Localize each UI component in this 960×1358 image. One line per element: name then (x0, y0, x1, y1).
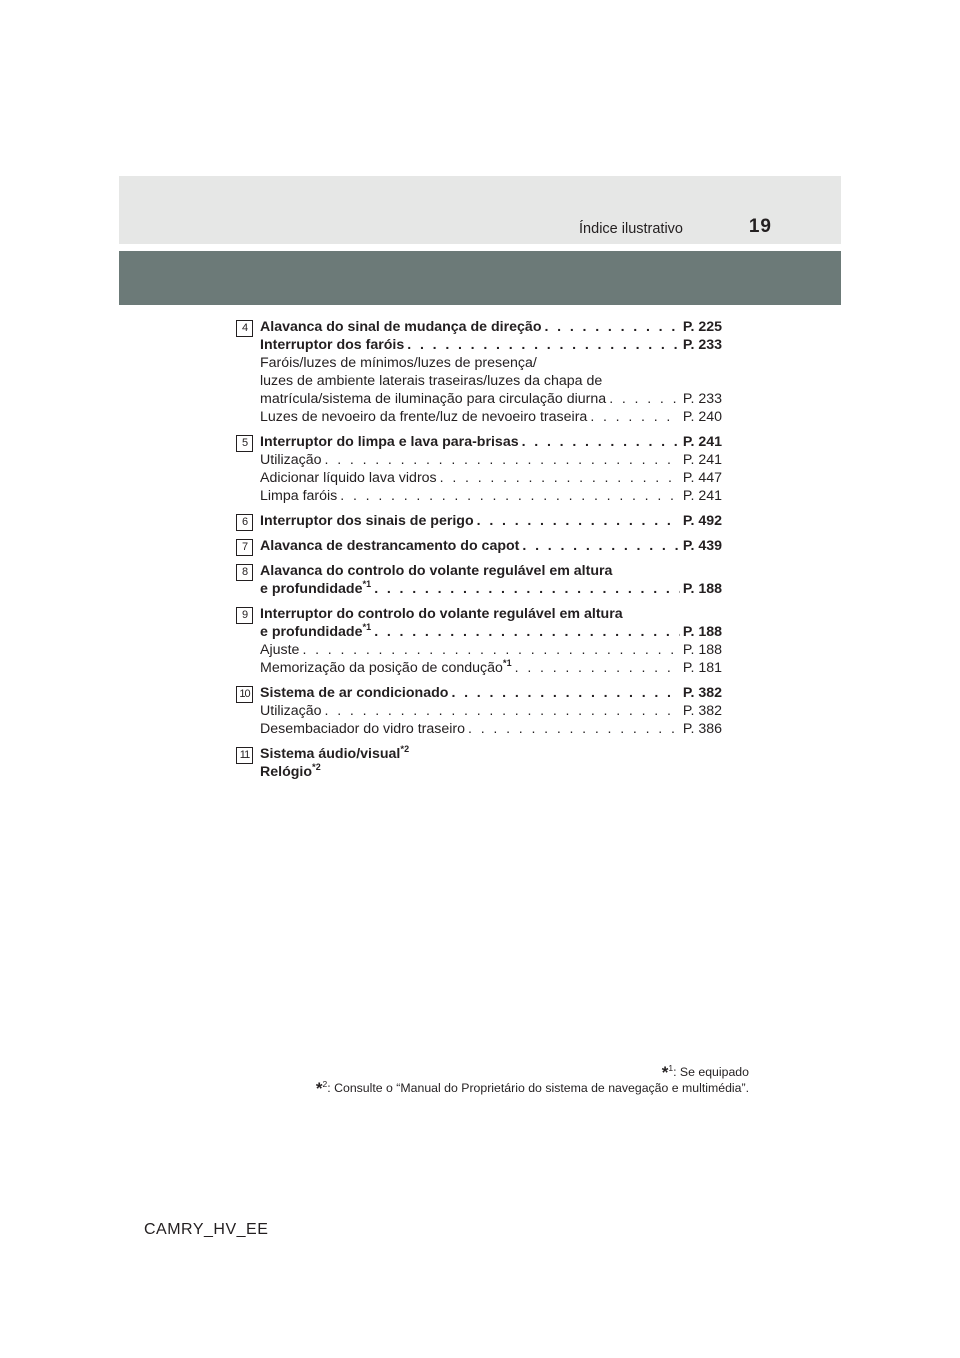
entry-number-badge: 8 (236, 564, 253, 581)
index-entry (236, 433, 722, 505)
row-label: Sistema de ar condicionado (260, 685, 449, 701)
footnote-asterisk: * (661, 1063, 669, 1082)
index-row (260, 390, 722, 408)
index-entry (236, 684, 722, 738)
page-reference: P. 241 (682, 488, 722, 504)
page-reference: P. 447 (682, 470, 722, 486)
page-reference: P. 188 (682, 642, 722, 658)
row-label: Faróis/luzes de mínimos/luzes de presença/ (260, 355, 537, 371)
header-bar (119, 251, 841, 305)
entry-number-badge: 10 (236, 686, 253, 703)
page-reference: P. 188 (682, 581, 722, 597)
dot-leader (374, 623, 680, 641)
index-row (260, 487, 722, 505)
index-row (260, 641, 722, 659)
index-row (260, 408, 722, 426)
index-text-line (260, 562, 722, 580)
index-text-line (260, 745, 722, 763)
index-row (260, 720, 722, 738)
dot-leader (515, 659, 680, 677)
dot-leader (590, 408, 680, 426)
dot-leader (325, 451, 680, 469)
row-label: Luzes de nevoeiro da frente/luz de nevoeiro traseira (260, 409, 588, 425)
dot-leader (545, 318, 680, 336)
index-text-line (260, 763, 722, 781)
dot-leader (440, 469, 680, 487)
entry-number-badge: 7 (236, 539, 253, 556)
index-entry (236, 605, 722, 677)
row-label: Alavanca do controlo do volante regulável em altura (260, 563, 613, 579)
footnote-ref: *1 (362, 579, 372, 590)
row-label: Utilização (260, 452, 322, 468)
page-reference: P. 181 (682, 660, 722, 676)
index-entry (236, 318, 722, 426)
entry-number-badge: 4 (236, 320, 253, 337)
page-reference: P. 382 (682, 703, 722, 719)
row-label: matrícula/sistema de iluminação para circulação diurna (260, 391, 607, 407)
page-reference: P. 233 (682, 337, 722, 353)
page-number: 19 (748, 216, 772, 237)
page-reference: P. 225 (682, 319, 722, 335)
dot-leader (302, 641, 679, 659)
footnote-1: *$^1$: Se equipado (661, 1063, 749, 1082)
entry-number-badge: 11 (236, 747, 253, 764)
row-label: Adicionar líquido lava vidros (260, 470, 437, 486)
dot-leader (477, 512, 680, 530)
document-code: CAMRY_HV_EE (144, 1221, 269, 1238)
footnote-2: *$^2$: Consulte o “Manual do Proprietário do sistema de navegação e multimédia”. (315, 1079, 749, 1098)
footnote-ref: *1 (502, 658, 512, 669)
index-row (260, 537, 722, 555)
index-entry (236, 562, 722, 598)
row-label: Alavanca de destrancamento do capot (260, 538, 520, 554)
index-entry (236, 537, 722, 555)
index-row (260, 659, 722, 677)
page-reference: P. 240 (682, 409, 722, 425)
row-label: Interruptor dos sinais de perigo (260, 513, 474, 529)
row-label: Alavanca do sinal de mudança de direção (260, 319, 542, 335)
index-list (236, 318, 722, 788)
index-row (260, 469, 722, 487)
dot-leader (468, 720, 680, 738)
row-label: Interruptor do controlo do volante regulável em altura (260, 606, 623, 622)
index-row (260, 336, 722, 354)
index-row (260, 684, 722, 702)
index-row (260, 318, 722, 336)
index-row (260, 702, 722, 720)
entry-number-badge: 6 (236, 514, 253, 531)
row-label: Utilização (260, 703, 322, 719)
dot-leader (609, 390, 680, 408)
dot-leader (522, 433, 680, 451)
entry-number-badge: 9 (236, 607, 253, 624)
index-text-line (260, 605, 722, 623)
row-label: e profundidade$^{*1}$ (260, 622, 372, 640)
footnote-asterisk: * (315, 1079, 323, 1098)
dot-leader (340, 487, 680, 505)
page-reference: P. 386 (682, 721, 722, 737)
dot-leader (325, 702, 680, 720)
index-entry (236, 745, 722, 781)
footnote-ref: *1 (362, 622, 372, 633)
index-row (260, 580, 722, 598)
row-label: Ajuste (260, 642, 300, 658)
dot-leader (451, 684, 679, 702)
index-row (260, 512, 722, 530)
entry-number-badge: 5 (236, 435, 253, 452)
page-reference: P. 439 (682, 538, 722, 554)
dot-leader (374, 580, 680, 598)
footnote-ref: *2 (400, 744, 410, 755)
index-row (260, 623, 722, 641)
section-title: Índice ilustrativo (579, 221, 683, 237)
row-label: Sistema áudio/visual$^{*2}$ (260, 744, 410, 762)
page-reference: P. 382 (682, 685, 722, 701)
row-label: Memorização da posição de condução$^{*1}$ (260, 658, 512, 676)
dot-leader (407, 336, 680, 354)
footnote-ref: *2 (312, 762, 321, 773)
page-reference: P. 241 (682, 434, 722, 450)
index-row (260, 451, 722, 469)
row-label: Interruptor dos faróis (260, 337, 405, 353)
row-label: luzes de ambiente laterais traseiras/luzes da chapa de (260, 373, 603, 389)
index-row (260, 433, 722, 451)
page-reference: P. 233 (682, 391, 722, 407)
header-band (119, 176, 841, 244)
row-label: Relógio$^{*2}$ (260, 762, 321, 780)
page-reference: P. 241 (682, 452, 722, 468)
page-reference: P. 492 (682, 513, 722, 529)
row-label: Desembaciador do vidro traseiro (260, 721, 466, 737)
index-text-line (260, 354, 722, 372)
index-entry (236, 512, 722, 530)
page-reference: P. 188 (682, 624, 722, 640)
row-label: Interruptor do limpa e lava para-brisas (260, 434, 519, 450)
row-label: e profundidade$^{*1}$ (260, 579, 372, 597)
dot-leader (522, 537, 679, 555)
index-text-line (260, 372, 722, 390)
row-label: Limpa faróis (260, 488, 338, 504)
